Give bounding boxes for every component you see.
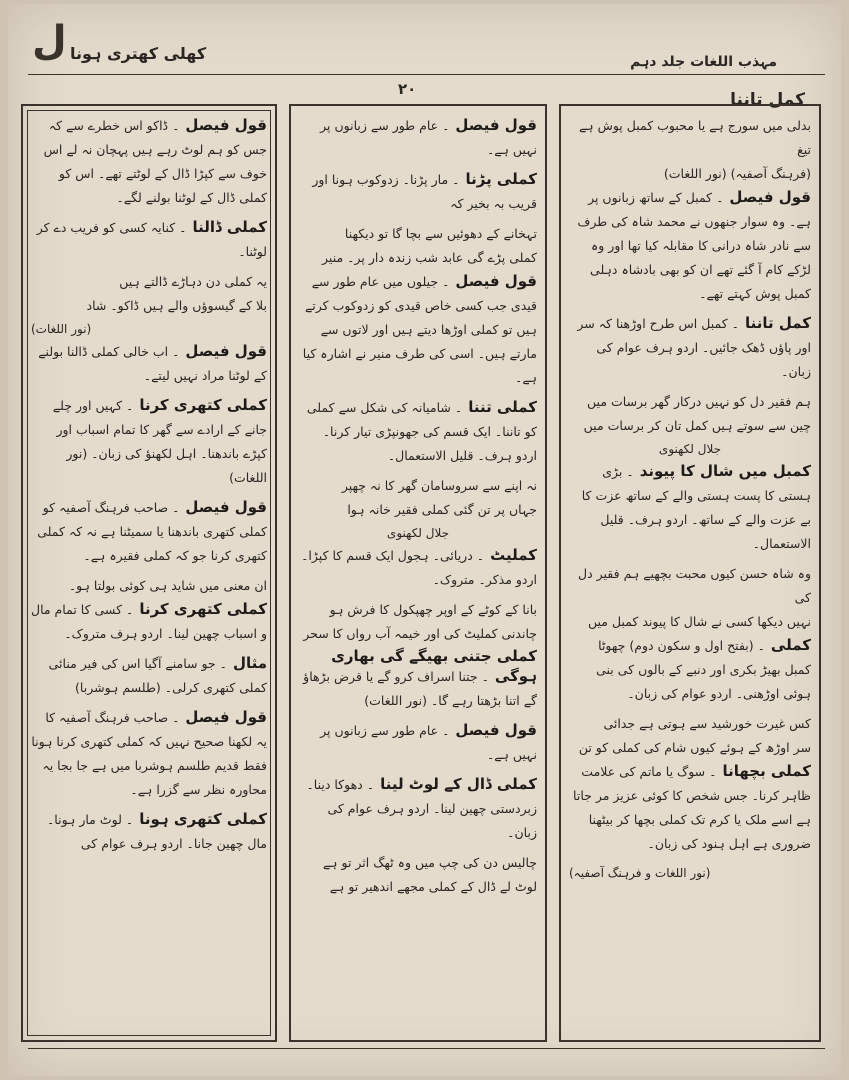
entry-term: مثال xyxy=(232,654,267,672)
dictionary-entry xyxy=(569,460,811,556)
dictionary-entry xyxy=(31,394,267,490)
verse-line: ان معنی میں شاید ہی کوئی بولتا ہو۔ xyxy=(68,578,267,593)
entry-definition: ۔ کہیں اور چلے جانے کے ارادے سے گھر کا تمام اسباب اور کپڑے باندھنا۔ اہل لکھنؤ کی زبان۔ (نور اللغات) xyxy=(52,398,267,485)
entry-term: قول فیصل xyxy=(185,498,267,516)
entry-definition: ۔ لوٹ مار ہونا۔ مال چھین جانا۔ اردو ہرف عوام کی xyxy=(46,812,267,851)
entry-term: قول فیصل xyxy=(185,342,267,360)
verse-line: (فرہنگ آصفیہ) (نور اللغات) xyxy=(663,166,811,181)
entry-term: کملی جتنی بھیگے گی بھاری ہوگی xyxy=(331,647,537,685)
dictionary-entry xyxy=(299,270,537,390)
entry-definition: ۔ عام طور سے زبانوں پر نہیں ہے۔ xyxy=(320,723,537,762)
dictionary-entry xyxy=(299,396,537,468)
verse-line: وہ شاہ حسن کیوں محبت بچھیے ہم فقیر دل کی xyxy=(578,566,811,605)
entry-definition: ۔ صاحب فرہنگ آصفیہ کو کملی کتھری باندھنا یا سمیٹنا ہے نہ کہ کملی کتھری کرنا جو کہ کملی فقیرہ ہے۔ xyxy=(37,500,267,563)
entry-definition: ۔ اب خالی کملی ڈالنا بولنے کے لوٹنا مراد نہیں لیتے۔ xyxy=(38,344,267,383)
footer-rule xyxy=(28,1048,825,1049)
dictionary-entry xyxy=(31,598,267,646)
verse-line: نہیں دیکھا کسی نے شال کا پیوند کمبل میں xyxy=(588,614,811,629)
entry-term: کملی کتھری کرنا xyxy=(139,396,267,414)
corner-mark: ل xyxy=(32,18,67,64)
entry-term: قول فیصل xyxy=(455,721,537,739)
entry-term: کملی پڑنا xyxy=(465,170,537,188)
entry-definition: ۔ (بفتح اول و سکون دوم) چھوٹا کمبل بھیڑ بکری اور دنبے کے بالوں کی بنی ہوئی اوڑھنی۔ اردو عوام کی زبان۔ xyxy=(596,638,811,701)
entry-term: کملی بچھانا xyxy=(722,762,811,780)
entry-definition: ۔ جیلوں میں عام طور سے قیدی جب کسی خاص قیدی کو زدوکوب کرتے ہیں تو کملی اوڑھا دیتے ہیں اور لاتوں سے مارتے ہیں۔ اسی کی طرف منیر نے اشارہ کیا ہے۔ xyxy=(302,274,537,385)
dictionary-entry xyxy=(299,114,537,162)
entry-term: قول فیصل xyxy=(185,708,267,726)
dictionary-entry xyxy=(299,544,537,592)
verse-line: کس غیرت خورشید سے ہوتی ہے جدائی xyxy=(603,716,811,731)
entry-term: کملیٹ xyxy=(490,546,537,564)
dictionary-entry xyxy=(31,706,267,802)
entry-term: کملی کتھری کرنا xyxy=(139,600,267,618)
verse-line: بدلی میں سورج ہے یا محبوب کمبل پوش ہے تیغ xyxy=(578,118,811,157)
entry-definition: ۔ کمبل اس طرح اوڑھنا کہ سر اور پاؤں ڈھک جائیں۔ اردو ہرف عوام کی زبان۔ xyxy=(577,316,811,379)
dictionary-page xyxy=(8,4,841,1076)
dictionary-entry xyxy=(299,719,537,767)
column-left xyxy=(21,104,277,1042)
verse-line: بانا کے کوٹے کے اوپر چھپکول کا فرش ہو xyxy=(329,602,537,617)
column-right xyxy=(559,104,821,1042)
dictionary-entry xyxy=(31,216,267,264)
entry-definition: ۔ کسی کا تمام مال و اسباب چھین لینا۔ اردو ہرف متروک۔ xyxy=(30,602,267,641)
entry-term: کمبل میں شال کا پیوند xyxy=(639,462,811,480)
verse-line: چین سے سوتے ہیں کمل تان کر برسات میں xyxy=(583,418,811,433)
verse-line: یہ کملی دن دہاڑے ڈالتے ہیں xyxy=(119,274,267,289)
dictionary-entry xyxy=(31,114,267,210)
running-head-left: کھلی کھتری ہونا xyxy=(70,44,207,63)
first-topic-heading: کمل تاننا xyxy=(730,90,805,110)
dictionary-entry xyxy=(299,168,537,216)
source-reference: (نور اللغات) xyxy=(31,322,92,336)
dictionary-entry xyxy=(31,340,267,388)
entry-term: کمل تاننا xyxy=(744,314,811,332)
entry-term: قول فیصل xyxy=(185,116,267,134)
entry-term: قول فیصل xyxy=(729,188,811,206)
dictionary-entry xyxy=(31,496,267,568)
entry-definition: ۔ دھوکا دینا۔ زبردستی چھین لینا۔ اردو ہرف عوام کی زبان۔ xyxy=(306,777,537,840)
verse-line: تہخانے کے دھوئیں سے بچا گا تو دیکھنا xyxy=(344,226,537,241)
dictionary-entry xyxy=(299,646,537,713)
verse-line: بلا کے گیسوؤں والے ہیں ڈاکو۔ شاد xyxy=(86,298,267,313)
dictionary-entry xyxy=(569,760,811,856)
dictionary-entry xyxy=(569,312,811,384)
verse-line: سر اوڑھ کے ہوئے کیوں شام کی کملی کو تن xyxy=(578,740,811,755)
dictionary-entry xyxy=(569,634,811,706)
entry-definition: ۔ دریائی۔ ہجول ایک قسم کا کپڑا۔ اردو مذکر۔ متروک۔ xyxy=(301,548,537,587)
verse-line: ہم فقیر دل کو نہیں درکار گھر برسات میں xyxy=(587,394,811,409)
entry-term: قول فیصل xyxy=(455,272,537,290)
entry-definition: ۔ شامیانہ کی شکل سے کملی کو تاننا۔ ایک قسم کی جھونپڑی تیار کرنا۔ اردو ہرف۔ قلیل الاستعمال۔ xyxy=(306,400,537,463)
entry-definition: ۔ عام طور سے زبانوں پر نہیں ہے۔ xyxy=(320,118,537,157)
poet-signature: جلال لکھنوی xyxy=(658,442,722,456)
entry-term: کملی کتھری ہونا xyxy=(139,810,267,828)
entry-term: کملی تننا xyxy=(468,398,537,416)
entry-definition: ۔ ڈاکو اس خطرے سے کہ جس کو ہم لوٹ رہے ہیں پہچان نہ لے اس خوف سے کپڑا ڈال کے لوٹتے تھے۔ اس کو کملی ڈال کے لوٹنا بولنے لگے۔ xyxy=(43,118,267,205)
entry-definition: ۔ مار پڑنا۔ زدوکوب ہونا اور قریب بہ بخیر کہ xyxy=(312,172,537,211)
verse-line: کملی پڑے گی عابد شب زندہ دار پر۔ منیر xyxy=(322,250,537,265)
source-reference: (نور اللغات و فرہنگ آصفیہ) xyxy=(569,866,711,880)
dictionary-entry xyxy=(31,808,267,856)
entry-term: کملی ڈالنا xyxy=(192,218,267,236)
entry-definition: ۔ سوگ یا ماتم کی علامت ظاہر کرنا۔ جس شخص کا کوئی عزیز مر جاتا ہے اسے ملک یا کرم تک کملی بچھا کر بیٹھنا ضروری ہے اہل ہنود کی زبان۔ xyxy=(573,764,811,851)
entry-term: کملی ڈال کے لوٹ لینا xyxy=(380,775,537,793)
column-middle xyxy=(289,104,547,1042)
poet-signature: جلال لکھنوی xyxy=(386,526,450,540)
page-number: ۲۰ xyxy=(398,80,417,98)
verse-line: جہاں پر تن گئی کملی فقیر خانہ ہوا xyxy=(347,502,537,517)
entry-definition: ۔ بڑی ہستی کا پست ہستی والے کے ساتھ عزت کا بے عزت والے کے ساتھ۔ اردو ہرف۔ قلیل الاستعمال۔ xyxy=(581,464,811,551)
entry-definition: ۔ کمبل کے ساتھ زبانوں پر ہے۔ وہ سوار جنھوں نے محمد شاہ کی طرف سے نادر شاہ درانی کا مقابلہ کیا تھا اور وہ لڑکے کام آ گئے تھے ان کو بھی بادشاہ دہلی کمبل پوش کہتے تھے۔ xyxy=(577,190,811,301)
running-head-right: مہذب اللغات جلد دہم xyxy=(630,54,777,70)
entry-definition: ۔ جتنا اسراف کرو گے یا قرض بڑھاؤ گے اتنا بڑھتا رہے گا۔ (نور اللغات) xyxy=(303,669,537,708)
verse-line: چاندنی کملیٹ کی اور خیمہ آب رواں کا سحر xyxy=(303,626,537,641)
entry-definition: ۔ کنایہ کسی کو فریب دے کر لوٹنا۔ xyxy=(36,220,267,259)
entry-definition: ۔ صاحب فرہنگ آصفیہ کا یہ لکھنا صحیح نہیں کہ کملی کتھری کرنا ہونا فقط قدیم طلسم ہوشربا میں ہے جا بجا یہ محاورہ نظر سے گزرا ہے۔ xyxy=(31,710,267,797)
dictionary-entry xyxy=(31,652,267,700)
entry-definition: ۔ جو سامنے آگیا اس کی فیر منائی کملی کتھری کرلی۔ (طلسم ہوشربا) xyxy=(48,656,267,695)
header-rule xyxy=(28,74,825,75)
entry-term: کملی xyxy=(770,636,811,654)
dictionary-entry xyxy=(569,186,811,306)
verse-line: لوٹ لے ڈال کے کملی مجھے اندھیر تو ہے xyxy=(329,879,537,894)
dictionary-entry xyxy=(299,773,537,845)
verse-line: نہ اپنے سے سروسامان گھر کا نہ چھپر xyxy=(341,478,537,493)
entry-term: قول فیصل xyxy=(455,116,537,134)
verse-line: چالیس دن کی چپ میں وہ ٹھگ اثر تو ہے xyxy=(322,855,537,870)
